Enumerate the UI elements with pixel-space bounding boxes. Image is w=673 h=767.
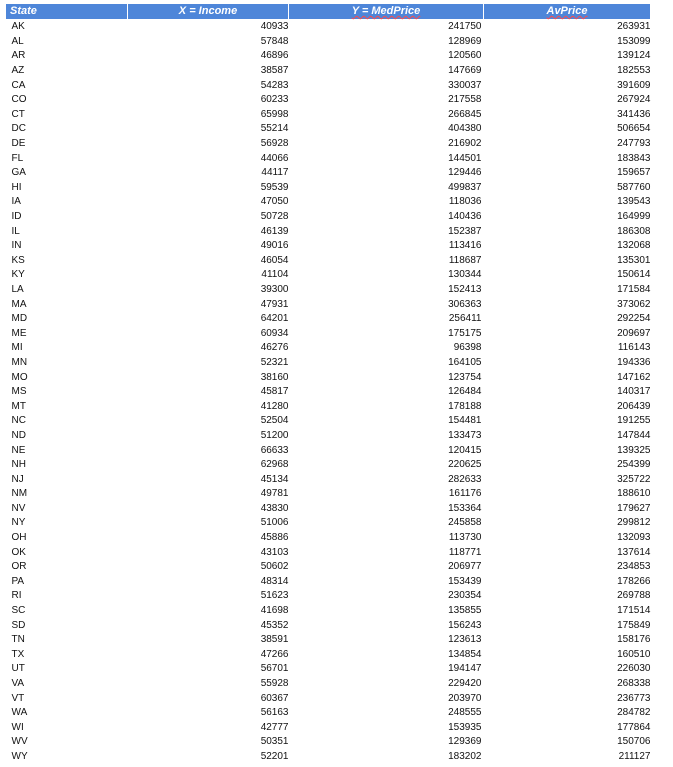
header-avprice-label: AvPrice	[546, 5, 588, 17]
avprice-cell[interactable]: 183843	[617, 152, 651, 164]
table-row	[6, 618, 651, 633]
state-cell[interactable]: WY	[11, 750, 28, 762]
income-cell[interactable]: 47266	[260, 648, 289, 660]
table-row	[6, 64, 651, 79]
medprice-cell[interactable]: 216902	[448, 138, 482, 150]
state-cell[interactable]: SD	[11, 619, 26, 631]
income-cell[interactable]: 45817	[260, 386, 289, 398]
state-cell[interactable]: CO	[11, 94, 27, 106]
table-row	[6, 545, 651, 560]
avprice-cell[interactable]: 171514	[617, 605, 651, 617]
table-row	[6, 414, 651, 429]
state-cell[interactable]: ID	[11, 211, 22, 223]
data-table	[5, 3, 651, 764]
income-cell[interactable]: 38160	[260, 371, 289, 383]
state-cell[interactable]: NM	[11, 488, 28, 500]
table-row	[6, 268, 651, 283]
income-cell[interactable]: 50602	[260, 561, 289, 573]
medprice-cell[interactable]: 128969	[448, 35, 482, 47]
avprice-cell[interactable]: 158176	[617, 634, 651, 646]
table-row	[6, 633, 651, 648]
avprice-cell[interactable]: 179627	[617, 502, 651, 514]
income-cell[interactable]: 41698	[260, 605, 289, 617]
income-cell[interactable]: 51006	[260, 517, 289, 529]
medprice-cell[interactable]: 499837	[448, 181, 482, 193]
medprice-cell[interactable]: 404380	[448, 123, 482, 135]
medprice-cell[interactable]: 175175	[448, 327, 482, 339]
income-cell[interactable]: 50351	[260, 736, 289, 748]
avprice-cell[interactable]: 139124	[617, 50, 651, 62]
table-row	[6, 750, 651, 765]
avprice-cell[interactable]: 194336	[617, 356, 651, 368]
medprice-cell[interactable]: 153439	[448, 575, 482, 587]
medprice-cell[interactable]: 133473	[448, 429, 482, 441]
income-cell[interactable]: 45886	[260, 532, 289, 544]
income-cell[interactable]: 46139	[260, 225, 289, 237]
income-cell[interactable]: 49016	[260, 240, 289, 252]
state-cell[interactable]: IN	[11, 240, 22, 252]
medprice-cell[interactable]: 152387	[448, 225, 482, 237]
medprice-cell[interactable]: 220625	[448, 459, 482, 471]
avprice-cell[interactable]: 178266	[617, 575, 651, 587]
header-state[interactable]: State	[6, 4, 128, 20]
state-cell[interactable]: MA	[11, 298, 27, 310]
income-cell[interactable]: 56701	[260, 663, 289, 675]
income-cell[interactable]: 42777	[260, 721, 289, 733]
table-row	[6, 312, 651, 327]
medprice-cell[interactable]: 96398	[453, 342, 482, 354]
medprice-cell[interactable]: 118771	[448, 546, 482, 558]
state-cell[interactable]: AZ	[11, 65, 25, 77]
income-cell[interactable]: 60367	[260, 692, 289, 704]
income-cell[interactable]: 56928	[260, 138, 289, 150]
avprice-cell[interactable]: 373062	[617, 298, 651, 310]
medprice-cell[interactable]: 229420	[448, 678, 482, 690]
state-cell[interactable]: NV	[11, 502, 26, 514]
income-cell[interactable]: 46896	[260, 50, 289, 62]
table-row	[6, 648, 651, 663]
income-cell[interactable]: 52504	[260, 415, 289, 427]
table-row	[6, 691, 651, 706]
medprice-cell[interactable]: 217558	[448, 94, 482, 106]
avprice-cell[interactable]: 175849	[617, 619, 651, 631]
table-row	[6, 662, 651, 677]
state-cell[interactable]: VA	[11, 678, 25, 690]
table-row	[6, 326, 651, 341]
medprice-cell[interactable]: 330037	[448, 79, 482, 91]
medprice-cell[interactable]: 118687	[448, 254, 482, 266]
header-medprice[interactable]	[289, 4, 484, 20]
table-row	[6, 20, 651, 35]
table-row	[6, 35, 651, 50]
medprice-cell[interactable]: 306363	[448, 298, 482, 310]
income-cell[interactable]: 60934	[260, 327, 289, 339]
avprice-cell[interactable]: 206439	[617, 400, 651, 412]
avprice-cell[interactable]: 191255	[617, 415, 651, 427]
income-cell[interactable]: 47931	[260, 298, 289, 310]
medprice-cell[interactable]: 156243	[448, 619, 482, 631]
state-cell[interactable]: NC	[11, 415, 26, 427]
table-row	[6, 78, 651, 93]
table-row	[6, 122, 651, 137]
avprice-cell[interactable]: 139325	[617, 444, 651, 456]
avprice-cell[interactable]: 150614	[617, 269, 651, 281]
table-row	[6, 531, 651, 546]
medprice-cell[interactable]: 118036	[448, 196, 482, 208]
state-cell[interactable]: ME	[11, 327, 27, 339]
header-row	[6, 4, 651, 20]
medprice-cell[interactable]: 113730	[448, 532, 482, 544]
state-cell[interactable]: IA	[11, 196, 21, 208]
table-row	[6, 706, 651, 721]
income-cell[interactable]: 55928	[260, 678, 289, 690]
avprice-cell[interactable]: 506654	[617, 123, 651, 135]
avprice-cell[interactable]: 299812	[617, 517, 651, 529]
income-cell[interactable]: 39300	[260, 283, 289, 295]
avprice-cell[interactable]: 263931	[617, 21, 651, 33]
avprice-cell[interactable]: 211127	[618, 750, 651, 762]
medprice-cell[interactable]: 154481	[448, 415, 482, 427]
income-cell[interactable]: 59539	[260, 181, 289, 193]
table-row	[6, 283, 651, 298]
income-cell[interactable]: 62968	[260, 459, 289, 471]
income-cell[interactable]: 52321	[260, 356, 289, 368]
state-cell[interactable]: MS	[11, 386, 27, 398]
medprice-cell[interactable]: 153364	[448, 502, 482, 514]
income-cell[interactable]: 52201	[260, 750, 289, 762]
state-cell[interactable]: NE	[11, 444, 26, 456]
avprice-cell[interactable]: 269788	[617, 590, 651, 602]
medprice-cell[interactable]: 123754	[448, 371, 482, 383]
table-body	[6, 20, 651, 765]
income-cell[interactable]: 65998	[260, 108, 289, 120]
table-row	[6, 560, 651, 575]
table-row	[6, 589, 651, 604]
avprice-cell[interactable]: 341436	[617, 108, 651, 120]
avprice-cell[interactable]: 234853	[617, 561, 651, 573]
table-row	[6, 137, 651, 152]
table-row	[6, 575, 651, 590]
medprice-cell[interactable]: 194147	[448, 663, 482, 675]
state-cell[interactable]: TN	[11, 634, 25, 646]
income-cell[interactable]: 43830	[260, 502, 289, 514]
avprice-cell[interactable]: 164999	[617, 211, 651, 223]
medprice-cell[interactable]: 203970	[448, 692, 482, 704]
state-cell[interactable]: PA	[11, 575, 25, 587]
avprice-cell[interactable]: 292254	[617, 313, 651, 325]
income-cell[interactable]: 54283	[260, 79, 289, 91]
medprice-cell[interactable]: 206977	[448, 561, 482, 573]
medprice-cell[interactable]: 161176	[448, 488, 482, 500]
avprice-cell[interactable]: 153099	[617, 35, 651, 47]
medprice-cell[interactable]: 153935	[448, 721, 482, 733]
state-cell[interactable]: KS	[11, 254, 25, 266]
avprice-cell[interactable]: 186308	[617, 225, 651, 237]
income-cell[interactable]: 46054	[260, 254, 289, 266]
income-cell[interactable]: 47050	[260, 196, 289, 208]
avprice-cell[interactable]: 587760	[617, 181, 651, 193]
state-cell[interactable]: AR	[11, 50, 26, 62]
table-row	[6, 502, 651, 517]
avprice-cell[interactable]: 236773	[617, 692, 651, 704]
income-cell[interactable]: 51623	[260, 590, 289, 602]
header-income[interactable]: X = Income	[128, 4, 289, 20]
income-cell[interactable]: 60233	[260, 94, 289, 106]
table-row	[6, 399, 651, 414]
avprice-cell[interactable]: 132093	[617, 532, 651, 544]
income-cell[interactable]: 66633	[260, 444, 289, 456]
state-cell[interactable]: LA	[11, 283, 24, 295]
income-cell[interactable]: 45352	[260, 619, 289, 631]
state-cell[interactable]: IL	[11, 225, 20, 237]
table-row	[6, 487, 651, 502]
state-cell[interactable]: MD	[11, 313, 28, 325]
medprice-cell[interactable]: 230354	[448, 590, 482, 602]
medprice-cell[interactable]: 123613	[448, 634, 482, 646]
medprice-cell[interactable]: 147669	[448, 65, 482, 77]
avprice-cell[interactable]: 284782	[617, 707, 651, 719]
state-cell[interactable]: OR	[11, 561, 27, 573]
table-row	[6, 49, 651, 64]
table-row	[6, 677, 651, 692]
table-row	[6, 108, 651, 123]
table-row	[6, 458, 651, 473]
income-cell[interactable]: 55214	[260, 123, 289, 135]
medprice-cell[interactable]: 129446	[448, 167, 482, 179]
state-cell[interactable]: AK	[11, 21, 25, 33]
avprice-cell[interactable]: 147844	[617, 429, 651, 441]
medprice-cell[interactable]: 282633	[448, 473, 482, 485]
medprice-cell[interactable]: 134854	[448, 648, 482, 660]
medprice-cell[interactable]: 130344	[448, 269, 482, 281]
medprice-cell[interactable]: 135855	[448, 605, 482, 617]
avprice-cell[interactable]: 116143	[617, 342, 651, 354]
medprice-cell[interactable]: 266845	[448, 108, 482, 120]
state-cell[interactable]: NY	[11, 517, 26, 529]
avprice-cell[interactable]: 140317	[617, 386, 651, 398]
avprice-cell[interactable]: 267924	[617, 94, 651, 106]
medprice-cell[interactable]: 126484	[448, 386, 482, 398]
state-cell[interactable]: VT	[11, 692, 25, 704]
avprice-cell[interactable]: 226030	[617, 663, 651, 675]
state-cell[interactable]: WI	[11, 721, 24, 733]
medprice-cell[interactable]: 183202	[448, 750, 482, 762]
table-row	[6, 385, 651, 400]
avprice-cell[interactable]: 325722	[617, 473, 651, 485]
state-cell[interactable]: MO	[11, 371, 28, 383]
state-cell[interactable]: KY	[11, 269, 25, 281]
state-cell[interactable]: CT	[11, 108, 25, 120]
state-cell[interactable]: HI	[11, 181, 22, 193]
state-cell[interactable]: MT	[11, 400, 26, 412]
income-cell[interactable]: 38587	[260, 65, 289, 77]
state-cell[interactable]: NH	[11, 459, 26, 471]
income-cell[interactable]: 44066	[260, 152, 289, 164]
table-row	[6, 429, 651, 444]
medprice-cell[interactable]: 120415	[448, 444, 482, 456]
table-row	[6, 151, 651, 166]
state-cell[interactable]: MN	[11, 356, 28, 368]
income-cell[interactable]: 44117	[261, 167, 289, 179]
table-row	[6, 254, 651, 269]
income-cell[interactable]: 40933	[260, 21, 289, 33]
avprice-cell[interactable]: 137614	[617, 546, 651, 558]
table-row	[6, 195, 651, 210]
table-row	[6, 472, 651, 487]
table-row	[6, 297, 651, 312]
table-row	[6, 516, 651, 531]
table-row	[6, 224, 651, 239]
state-cell[interactable]: FL	[11, 152, 24, 164]
table-row	[6, 210, 651, 225]
header-avprice[interactable]	[484, 4, 651, 20]
medprice-cell[interactable]: 140436	[448, 211, 482, 223]
table-row	[6, 181, 651, 196]
income-cell[interactable]: 43103	[260, 546, 289, 558]
medprice-cell[interactable]: 113416	[448, 240, 482, 252]
state-cell[interactable]: OH	[11, 532, 27, 544]
state-cell[interactable]: DE	[11, 138, 26, 150]
avprice-cell[interactable]: 247793	[617, 138, 651, 150]
state-cell[interactable]: OK	[11, 546, 26, 558]
state-cell[interactable]: WA	[11, 707, 28, 719]
avprice-cell[interactable]: 139543	[617, 196, 651, 208]
table-row	[6, 604, 651, 619]
medprice-cell[interactable]: 178188	[448, 400, 482, 412]
income-cell[interactable]: 41280	[260, 400, 289, 412]
avprice-cell[interactable]: 268338	[617, 678, 651, 690]
state-cell[interactable]: AL	[11, 35, 24, 47]
avprice-cell[interactable]: 150706	[617, 736, 651, 748]
income-cell[interactable]: 48314	[260, 575, 289, 587]
table-row	[6, 341, 651, 356]
table-row	[6, 93, 651, 108]
income-cell[interactable]: 41104	[261, 269, 289, 281]
avprice-cell[interactable]: 159657	[617, 167, 651, 179]
table-row	[6, 735, 651, 750]
income-cell[interactable]: 57848	[260, 35, 289, 47]
state-cell[interactable]: DC	[11, 123, 26, 135]
income-cell[interactable]: 45134	[260, 473, 289, 485]
avprice-cell[interactable]: 132068	[617, 240, 651, 252]
avprice-cell[interactable]: 254399	[617, 459, 651, 471]
state-cell[interactable]: MI	[11, 342, 23, 354]
medprice-cell[interactable]: 144501	[448, 152, 482, 164]
medprice-cell[interactable]: 152413	[448, 283, 482, 295]
table-row	[6, 721, 651, 736]
income-cell[interactable]: 49781	[260, 488, 289, 500]
avprice-cell[interactable]: 391609	[617, 79, 651, 91]
state-cell[interactable]: ND	[11, 429, 26, 441]
avprice-cell[interactable]: 188610	[617, 488, 651, 500]
state-cell[interactable]: WV	[11, 736, 28, 748]
avprice-cell[interactable]: 177864	[617, 721, 651, 733]
medprice-cell[interactable]: 256411	[448, 313, 482, 325]
state-cell[interactable]: SC	[11, 605, 26, 617]
income-cell[interactable]: 50728	[260, 211, 289, 223]
avprice-cell[interactable]: 135301	[617, 254, 651, 266]
table-row	[6, 166, 651, 181]
table-row	[6, 356, 651, 371]
state-cell[interactable]: GA	[11, 167, 26, 179]
header-medprice-label: Y = MedPrice	[351, 5, 421, 17]
state-cell[interactable]: RI	[11, 590, 22, 602]
medprice-cell[interactable]: 164105	[448, 356, 482, 368]
income-cell[interactable]: 51200	[260, 429, 289, 441]
medprice-cell[interactable]: 248555	[448, 707, 482, 719]
table-row	[6, 443, 651, 458]
income-cell[interactable]: 64201	[260, 313, 289, 325]
medprice-cell[interactable]: 245858	[448, 517, 482, 529]
state-cell[interactable]: TX	[11, 648, 25, 660]
medprice-cell[interactable]: 129369	[448, 736, 482, 748]
state-cell[interactable]: UT	[11, 663, 25, 675]
income-cell[interactable]: 38591	[260, 634, 289, 646]
medprice-cell[interactable]: 120560	[448, 50, 482, 62]
state-cell[interactable]: CA	[11, 79, 26, 91]
avprice-cell[interactable]: 171584	[617, 283, 651, 295]
state-cell[interactable]: NJ	[11, 473, 24, 485]
avprice-cell[interactable]: 209697	[617, 327, 651, 339]
income-cell[interactable]: 56163	[260, 707, 289, 719]
medprice-cell[interactable]: 241750	[448, 21, 482, 33]
avprice-cell[interactable]: 182553	[617, 65, 651, 77]
table-row	[6, 239, 651, 254]
table-row	[6, 370, 651, 385]
avprice-cell[interactable]: 160510	[617, 648, 651, 660]
income-cell[interactable]: 46276	[260, 342, 289, 354]
avprice-cell[interactable]: 147162	[617, 371, 651, 383]
